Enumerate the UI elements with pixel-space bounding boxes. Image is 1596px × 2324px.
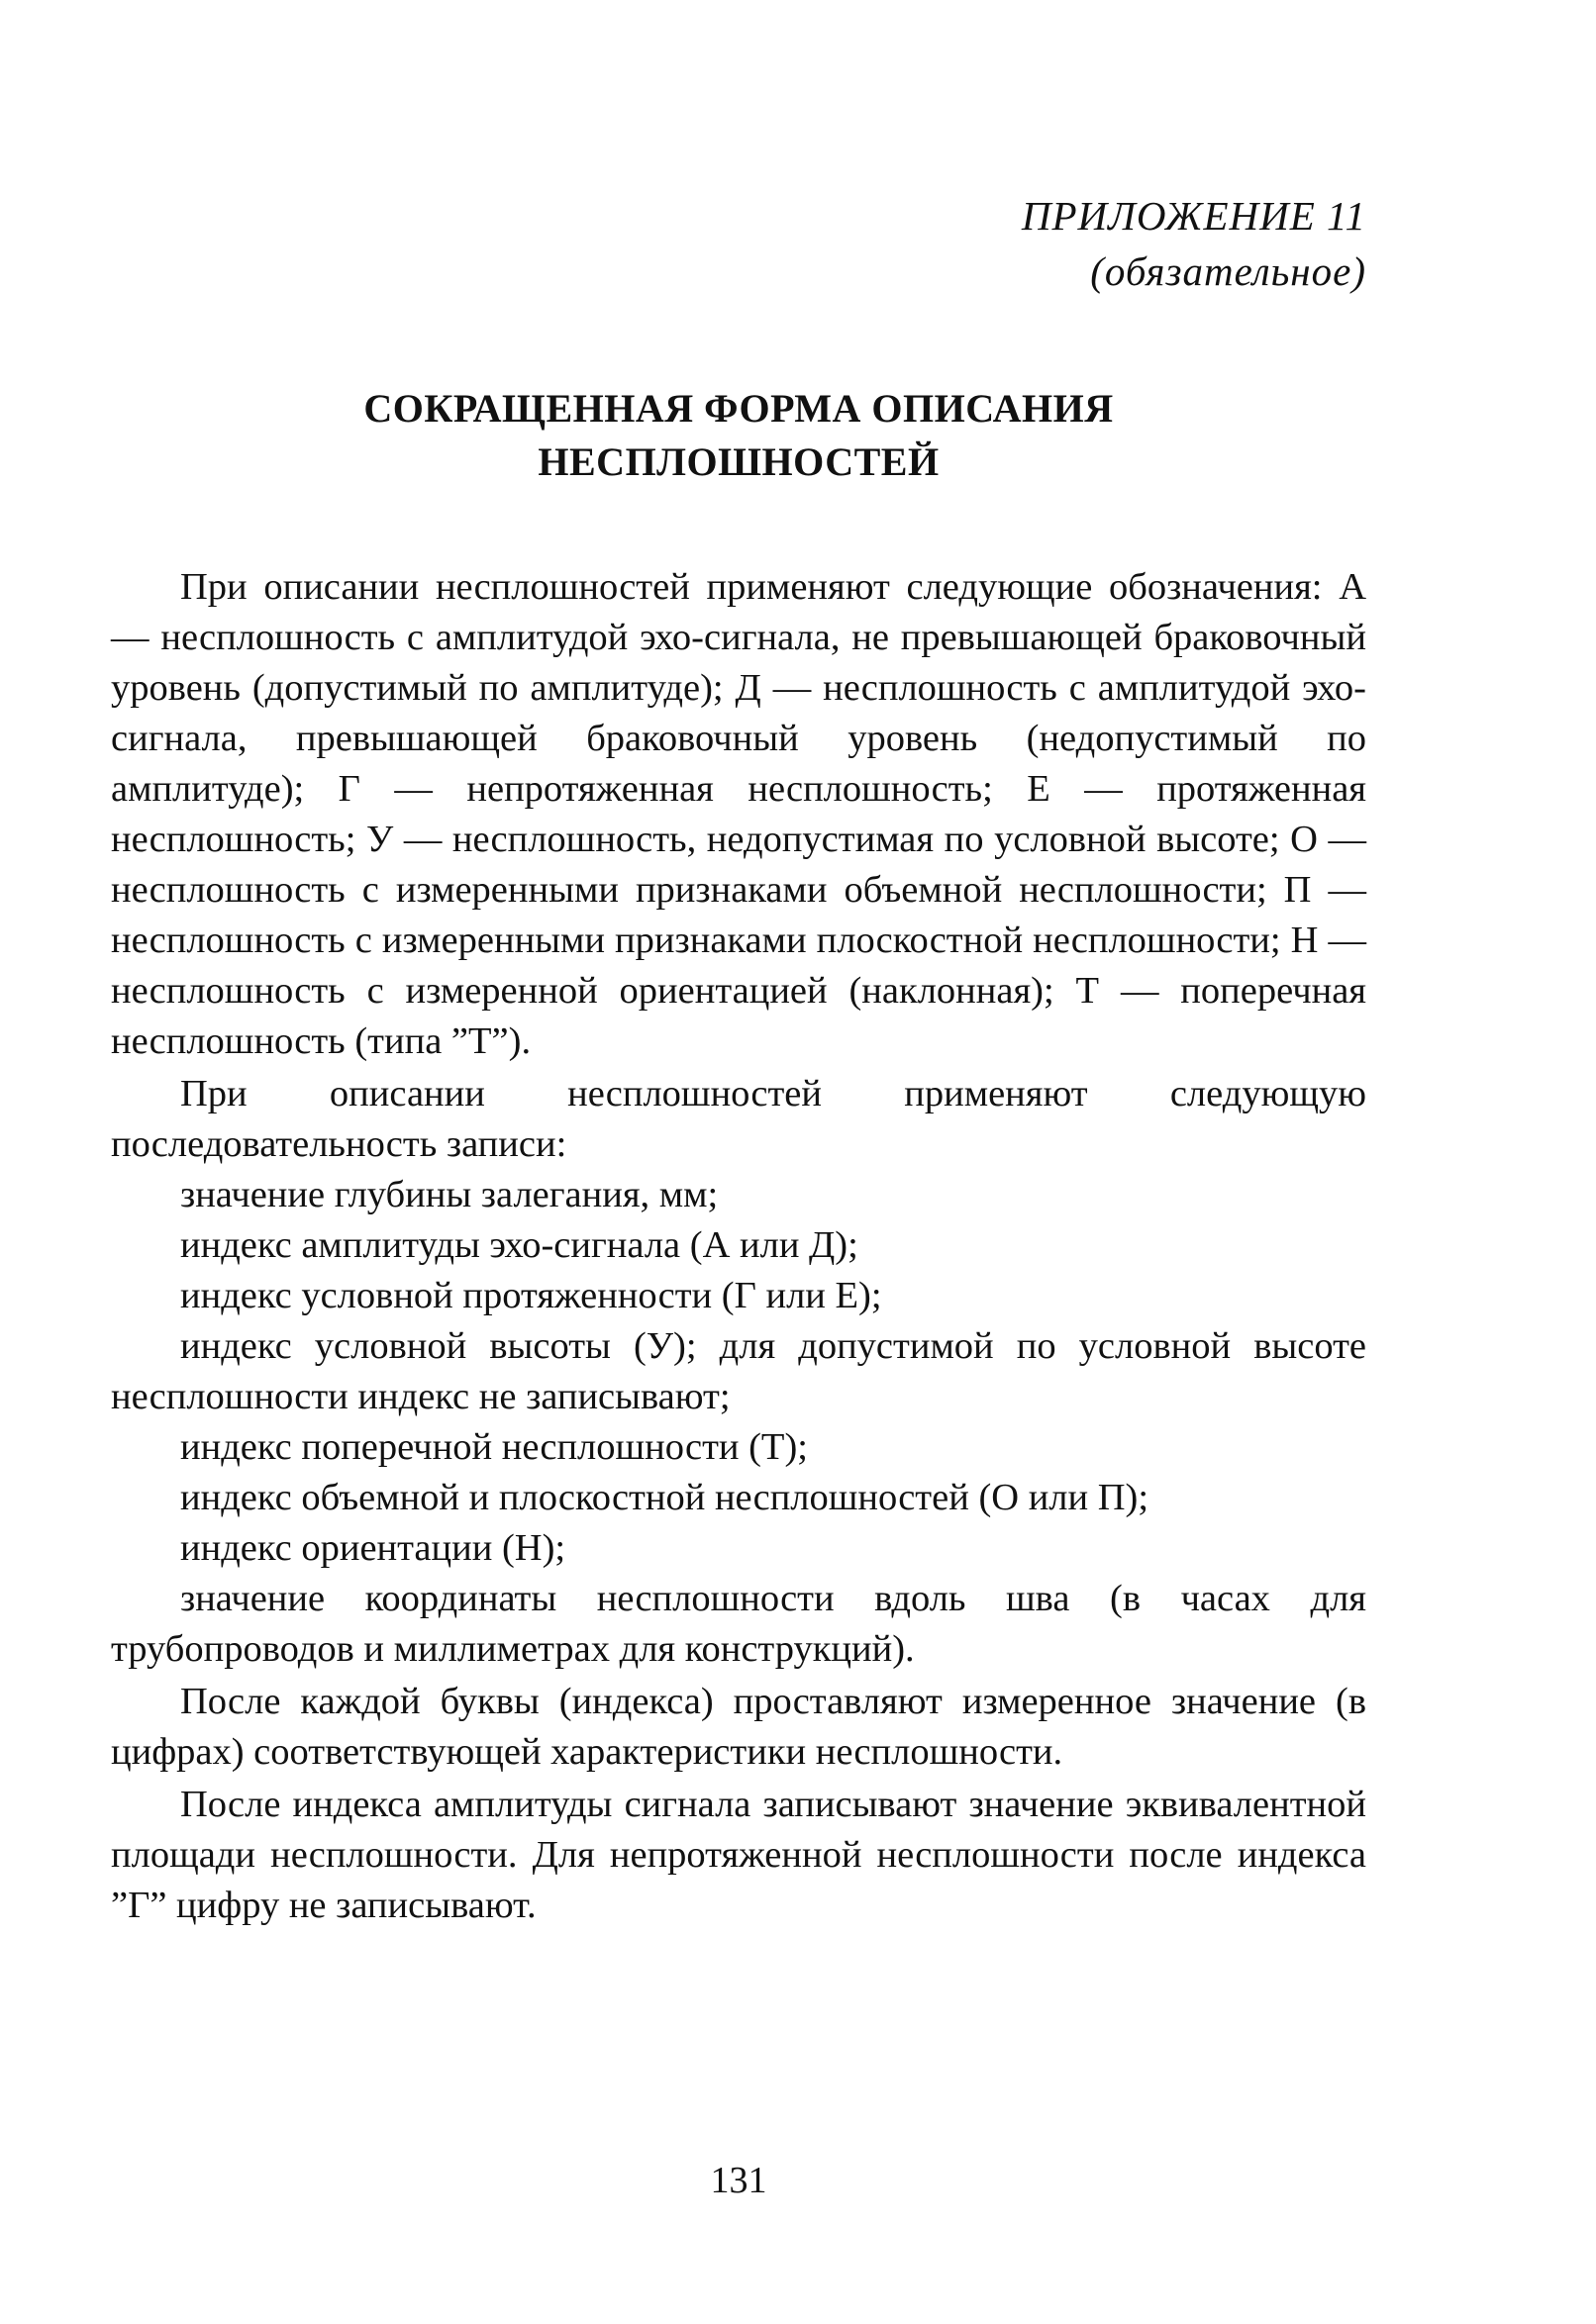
appendix-type: (обязательное) <box>1090 248 1366 294</box>
list-item: индекс амплитуды эхо-сигнала (А или Д); <box>180 1224 858 1266</box>
paragraph-sequence-intro: При описании несплошностей применяют следующую последовательность записи: <box>111 1073 1366 1165</box>
paragraph-after-letter: После каждой буквы (индекса) проставляют измеренное значение (в цифрах) соответствующей характеристики несплошности. <box>111 1681 1366 1773</box>
list-item: индекс поперечной несплошности (Т); <box>180 1426 808 1468</box>
page-title <box>111 382 1366 489</box>
list-item: индекс ориентации (Н); <box>180 1527 566 1569</box>
list-item: значение глубины залегания, мм; <box>180 1174 719 1215</box>
page-number: 131 <box>710 2160 767 2201</box>
list-item: индекс объемной и плоскостной несплошностей (О или П); <box>180 1477 1149 1518</box>
list-item: индекс условной высоты (У); для допустимой по условной высоте несплошности индекс не записывают; <box>111 1325 1366 1417</box>
title-line-1: СОКРАЩЕННАЯ ФОРМА ОПИСАНИЯ <box>363 386 1114 431</box>
paragraph-after-amplitude: После индекса амплитуды сигнала записывают значение эквивалентной площади несплошности. Для непротяженной несплошности после индекса ”Г” цифру не записывают. <box>111 1784 1366 1926</box>
document-page <box>111 0 1366 2324</box>
appendix-header <box>1022 188 1366 299</box>
paragraph-designations: При описании несплошностей применяют следующие обозначения: А — несплошность с амплитудой эхо-сигнала, не превышающей браковочный уровень (допустимый по амплитуде); Д — несплошность с амплитудой эхо-сигнала, превышающей браковочный уровень (недопустимый по амплитуде); Г — непротяженная несплошность; Е — протяженная несплошность; У — несплошность, недопустимая по условной высоте; О — несплошность с измеренными признаками объемной несплошности; П — несплошность с измеренными признаками плоскостной несплошности; Н — несплошность с измеренной ориентацией (наклонная); Т — поперечная несплошность (типа ”Т”). <box>111 566 1366 1062</box>
title-line-2: НЕСПЛОШНОСТЕЙ <box>538 439 940 484</box>
body-text <box>111 562 1366 1931</box>
list-item: значение координаты несплошности вдоль шва (в часах для трубопроводов и миллиметрах для конструкций). <box>111 1578 1366 1670</box>
list-item: индекс условной протяженности (Г или Е); <box>180 1275 882 1316</box>
appendix-label: ПРИЛОЖЕНИЕ 11 <box>1021 193 1366 239</box>
